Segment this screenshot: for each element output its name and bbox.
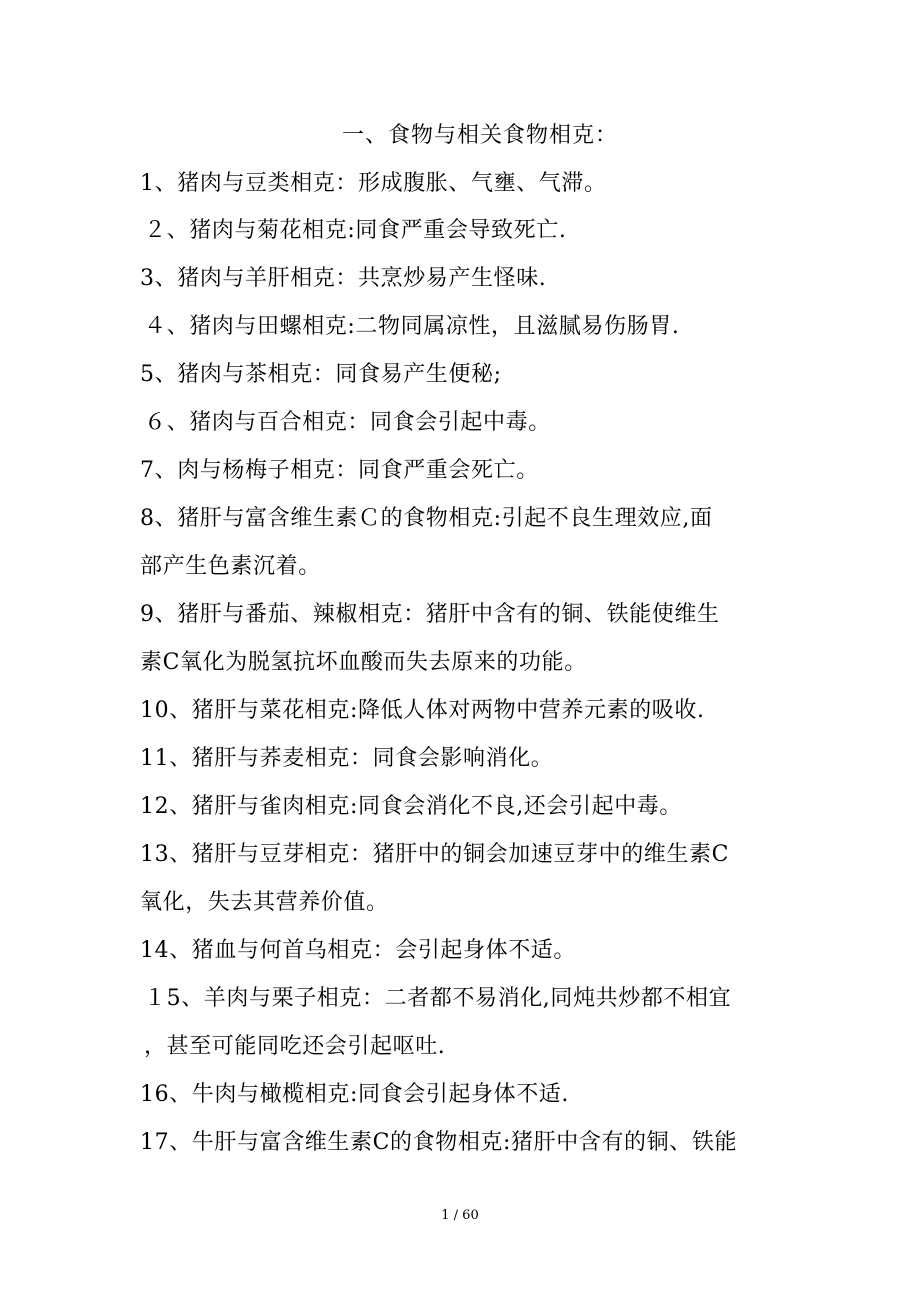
text-line: ４、猪肉与田螺相克:二物同属凉性，且滋腻易伤肠胃. xyxy=(144,314,680,339)
text-line: 1、猪肉与豆类相克：形成腹胀、气壅、气滞。 xyxy=(140,171,607,196)
text-line: ２、猪肉与菊花相克:同食严重会导致死亡. xyxy=(144,218,567,243)
section-title: 一、食物与相关食物相克： xyxy=(341,123,618,148)
page-number: 1 / 60 xyxy=(441,1208,479,1223)
text-line: 17、牛肝与富含维生素C的食物相克:猪肝中含有的铜、铁能 xyxy=(140,1130,738,1155)
text-line: 8、猪肝与富含维生素Ｃ的食物相克:引起不良生理效应,面 xyxy=(140,506,713,531)
text-line: 氧化，失去其营养价值。 xyxy=(140,890,389,915)
text-line: 14、猪血与何首乌相克：会引起身体不适。 xyxy=(140,938,576,963)
text-line: 素C氧化为脱氢抗坏血酸而失去原来的功能。 xyxy=(140,650,587,675)
text-line: 3、猪肉与羊肝相克：共烹炒易产生怪味. xyxy=(140,266,547,291)
text-line: 12、猪肝与雀肉相克:同食会消化不良,还会引起中毒。 xyxy=(140,794,683,819)
text-line: 5、猪肉与茶相克：同食易产生便秘; xyxy=(140,362,502,387)
text-line: １5、羊肉与栗子相克：二者都不易消化,同炖共炒都不相宜 xyxy=(144,986,732,1011)
text-line: 11、猪肝与荞麦相克：同食会影响消化。 xyxy=(140,746,554,771)
text-line: ，甚至可能同吃还会引起呕吐. xyxy=(144,1034,446,1059)
text-line: 16、牛肉与橄榄相克:同食会引起身体不适. xyxy=(140,1082,570,1107)
text-line: 9、猪肝与番茄、辣椒相克：猪肝中含有的铜、铁能使维生 xyxy=(140,602,720,627)
text-line: 部产生色素沉着。 xyxy=(140,554,321,579)
text-line: ６、猪肉与百合相克：同食会引起中毒。 xyxy=(144,410,551,435)
text-line: 10、猪肝与菜花相克:降低人体对两物中营养元素的吸收. xyxy=(140,698,705,723)
text-line: 7、肉与杨梅子相克：同食严重会死亡。 xyxy=(140,458,539,483)
text-line: 13、猪肝与豆芽相克：猪肝中的铜会加速豆芽中的维生素C xyxy=(140,842,730,867)
